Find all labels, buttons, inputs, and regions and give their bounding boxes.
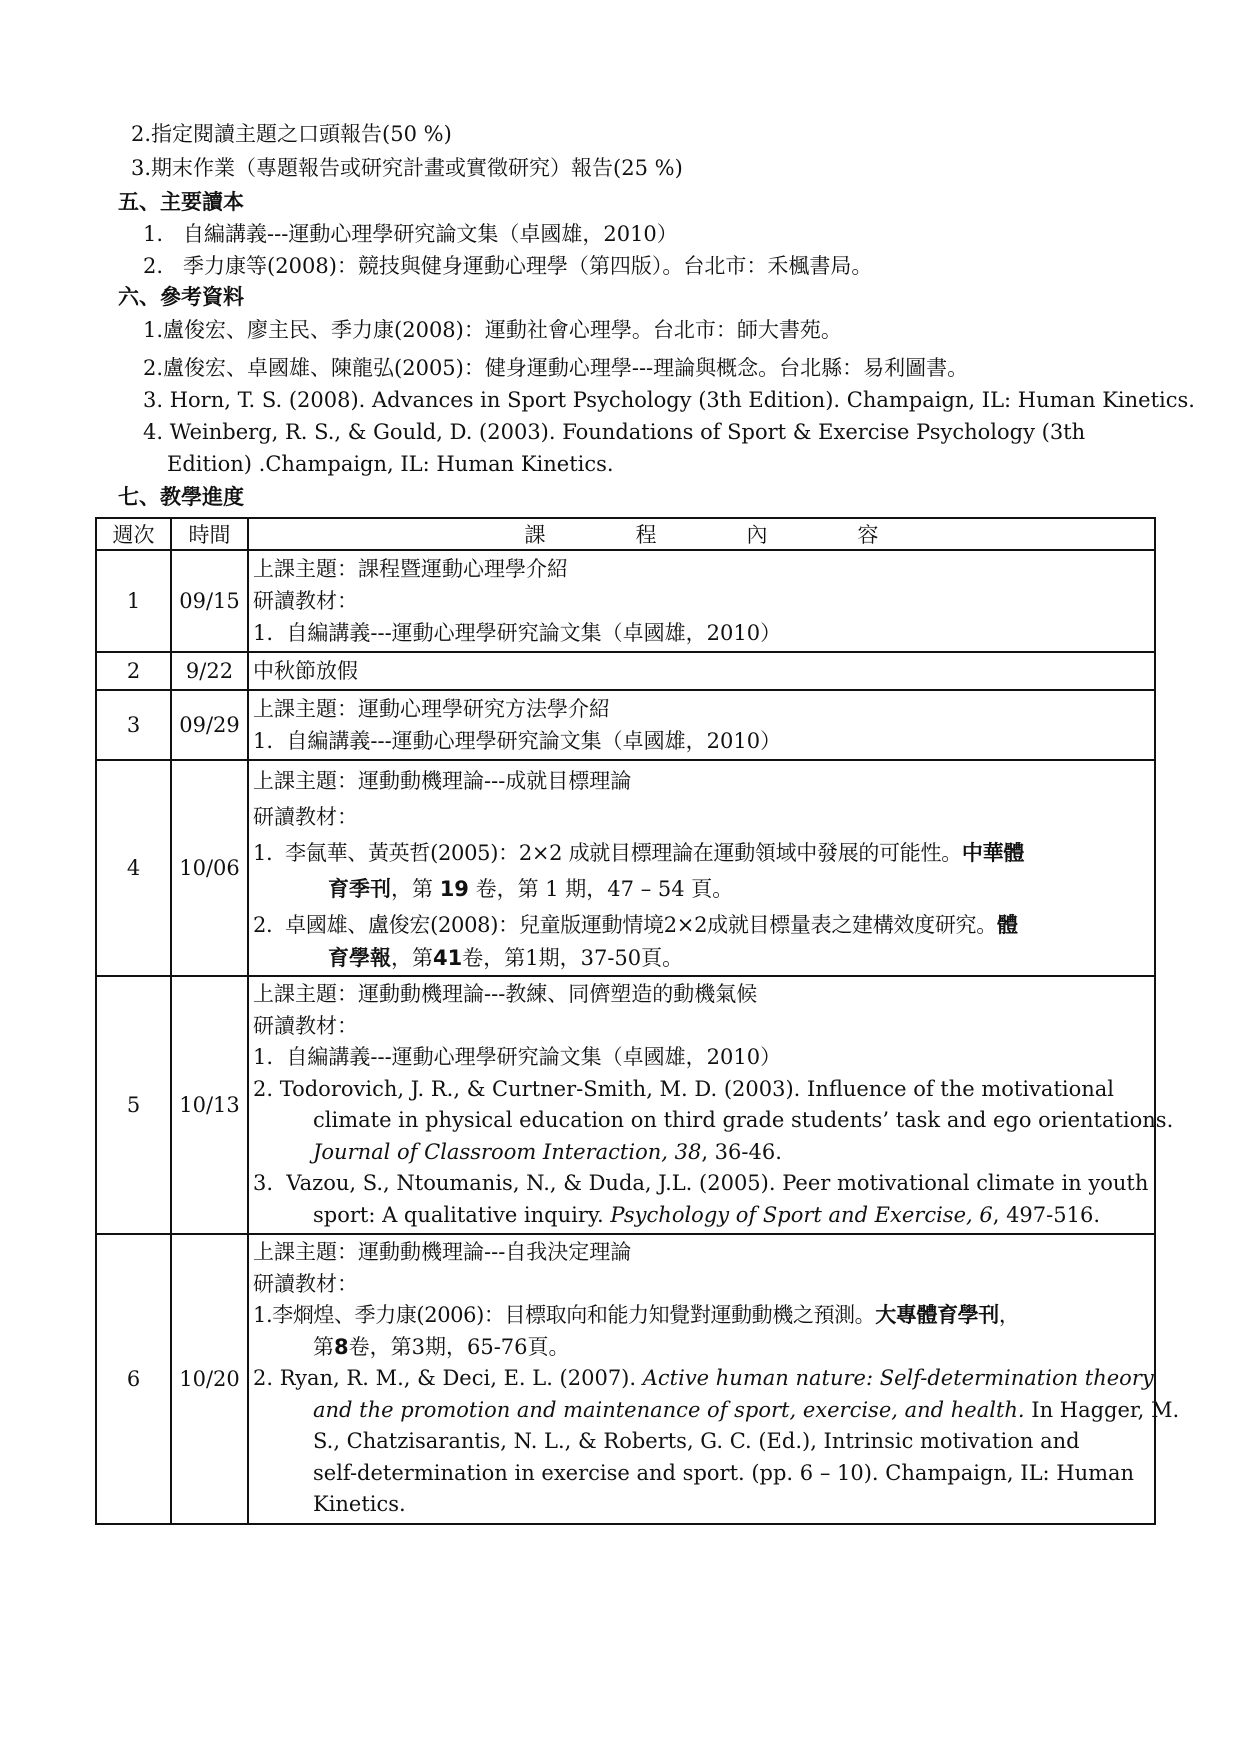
week-content	[248, 976, 1174, 1234]
header-content-char: 程	[635, 523, 657, 547]
table-row	[96, 690, 1155, 760]
material-item-cont	[253, 1200, 1154, 1232]
book-title: Active human nature: Self-determination theory	[642, 1366, 1154, 1390]
topic-line: 中秋節放假	[253, 659, 358, 683]
material-item-cont	[253, 1395, 1180, 1427]
citation-text: , 497-516.	[992, 1202, 1101, 1227]
material-item-cont	[253, 1137, 1154, 1169]
week-date: 09/29	[171, 690, 248, 760]
header-content	[248, 518, 1155, 550]
week-number: 6	[96, 1234, 171, 1524]
materials-label: 研讀教材：	[253, 805, 358, 829]
volume-number: 41	[433, 946, 463, 970]
journal-name: 體	[996, 913, 1018, 937]
header-week: 週次	[96, 518, 171, 550]
journal-name: Psychology of Sport and Exercise, 6	[610, 1202, 993, 1227]
schedule-table	[95, 517, 1180, 1525]
material-item-cont	[253, 871, 1154, 907]
citation-text: sport: A qualitative inquiry.	[313, 1202, 611, 1227]
week-content	[248, 690, 1155, 760]
week-number: 5	[96, 976, 171, 1234]
material-item-cont	[253, 943, 1154, 973]
grading-item-2: 2.指定閱讀主題之口頭報告(50 %)	[131, 122, 452, 146]
material-item	[253, 907, 1154, 943]
main-reading-1: 1. 自編講義---運動心理學研究論文集（卓國雄，2010）	[143, 222, 678, 246]
week-content	[248, 550, 1155, 652]
citation-text: 2. 卓國雄、盧俊宏(2008)：兒童版運動情境2×2成就目標量表之建構效度研究。	[253, 913, 997, 937]
material-item: 1. 自編講義---運動心理學研究論文集（卓國雄，2010）	[253, 1045, 782, 1069]
week-date: 10/13	[171, 976, 248, 1234]
journal-name: Journal of Classroom Interaction, 38	[313, 1139, 702, 1164]
material-item-cont: Kinetics.	[313, 1492, 406, 1516]
reference-1: 1.盧俊宏、廖主民、季力康(2008)：運動社會心理學。台北市：師大書苑。	[143, 318, 842, 342]
material-item	[253, 1300, 1154, 1332]
journal-name: 中華體	[961, 841, 1025, 865]
reference-4-cont: Edition) .Champaign, IL: Human Kinetics.	[167, 452, 614, 476]
topic-line: 上課主題：運動心理學研究方法學介紹	[253, 697, 610, 721]
citation-text: , 36-46.	[701, 1139, 782, 1164]
journal-name: 育學報	[328, 946, 391, 970]
citation-text: 卷，第 1 期，47 – 54 頁。	[468, 877, 734, 901]
main-reading-2: 2. 季力康等(2008)：競技與健身運動心理學（第四版）。台北市：禾楓書局。	[143, 254, 873, 278]
week-content	[248, 760, 1155, 976]
journal-name: 育季刊	[328, 877, 391, 901]
topic-line: 上課主題：運動動機理論---成就目標理論	[253, 769, 632, 793]
material-item	[253, 835, 1154, 871]
reference-4: 4. Weinberg, R. S., & Gould, D. (2003). Foundations of Sport & Exercise Psychology (3th	[143, 420, 1086, 444]
reference-3: 3. Horn, T. S. (2008). Advances in Sport Psychology (3th Edition). Champaign, IL: Human Kinetics.	[143, 388, 1195, 412]
week-number: 3	[96, 690, 171, 760]
week-number: 1	[96, 550, 171, 652]
table-row	[96, 760, 1155, 976]
material-item: 1. 自編講義---運動心理學研究論文集（卓國雄，2010）	[253, 729, 782, 753]
section-title-schedule: 七、教學進度	[118, 485, 244, 509]
volume-number: 8	[334, 1334, 349, 1359]
material-item-cont	[253, 1332, 1154, 1364]
table-row	[96, 652, 1155, 690]
week-content	[248, 652, 1155, 690]
materials-label: 研讀教材：	[253, 1271, 358, 1296]
week-date: 10/06	[171, 760, 248, 976]
materials-label: 研讀教材：	[253, 589, 358, 613]
table-header-row	[96, 518, 1155, 550]
header-content-char: 容	[857, 523, 879, 547]
citation-text: ，第	[391, 946, 433, 970]
citation-text: 2. Ryan, R. M., & Deci, E. L. (2007).	[253, 1366, 643, 1390]
table-row	[96, 1234, 1155, 1524]
header-content-char: 課	[524, 523, 546, 547]
section-title-references: 六、參考資料	[118, 285, 244, 309]
material-item-cont: climate in physical education on third grade students’ task and ego orientations.	[313, 1108, 1174, 1132]
citation-text: ，第	[391, 877, 440, 901]
table-row	[96, 976, 1155, 1234]
material-item: 3. Vazou, S., Ntoumanis, N., & Duda, J.L. (2005). Peer motivational climate in youth	[253, 1171, 1149, 1195]
journal-name: 大專體育學刊	[875, 1303, 999, 1327]
week-date: 09/15	[171, 550, 248, 652]
topic-line: 上課主題：課程暨運動心理學介紹	[253, 557, 568, 581]
material-item-cont: S., Chatzisarantis, N. L., & Roberts, G. C. (Ed.), Intrinsic motivation and	[313, 1429, 1080, 1453]
reference-2: 2.盧俊宏、卓國雄、陳龍弘(2005)：健身運動心理學---理論與概念。台北縣：易利圖書。	[143, 356, 969, 380]
citation-text: ，	[998, 1303, 1020, 1327]
week-number: 4	[96, 760, 171, 976]
section-title-main-readings: 五、主要讀本	[118, 190, 244, 214]
topic-line: 上課主題：運動動機理論---教練、同儕塑造的動機氣候	[253, 982, 758, 1006]
header-time: 時間	[171, 518, 248, 550]
citation-text: 卷，第1期，37-50頁。	[462, 946, 684, 970]
week-number: 2	[96, 652, 171, 690]
material-item: 1. 自編講義---運動心理學研究論文集（卓國雄，2010）	[253, 621, 782, 645]
citation-text: 1.李烱煌、季力康(2006)：目標取向和能力知覺對運動動機之預測。	[253, 1303, 876, 1327]
week-date: 10/20	[171, 1234, 248, 1524]
material-item-cont: self-determination in exercise and sport. (pp. 6 – 10). Champaign, IL: Human	[313, 1460, 1135, 1485]
book-title: and the promotion and maintenance of sport, exercise, and health.	[313, 1397, 1025, 1422]
grading-item-3: 3.期末作業（專題報告或研究計畫或實徵研究）報告(25 %)	[131, 156, 683, 180]
material-item	[253, 1363, 1154, 1395]
week-date: 9/22	[171, 652, 248, 690]
topic-line: 上課主題：運動動機理論---自我決定理論	[253, 1240, 632, 1264]
citation-text: 卷，第3期，65-76頁。	[348, 1334, 570, 1359]
material-item: 2. Todorovich, J. R., & Curtner-Smith, M. D. (2003). Influence of the motivational	[253, 1076, 1114, 1101]
citation-text: 1. 李氤華、黃英哲(2005)：2×2 成就目標理論在運動領域中發展的可能性。	[253, 841, 962, 865]
citation-text: 第	[313, 1334, 334, 1359]
table-row	[96, 550, 1155, 652]
materials-label: 研讀教材：	[253, 1013, 358, 1038]
volume-number: 19	[439, 877, 469, 901]
header-content-char: 內	[746, 523, 768, 547]
week-content	[248, 1234, 1180, 1524]
citation-text: In Hagger, M.	[1024, 1397, 1180, 1422]
